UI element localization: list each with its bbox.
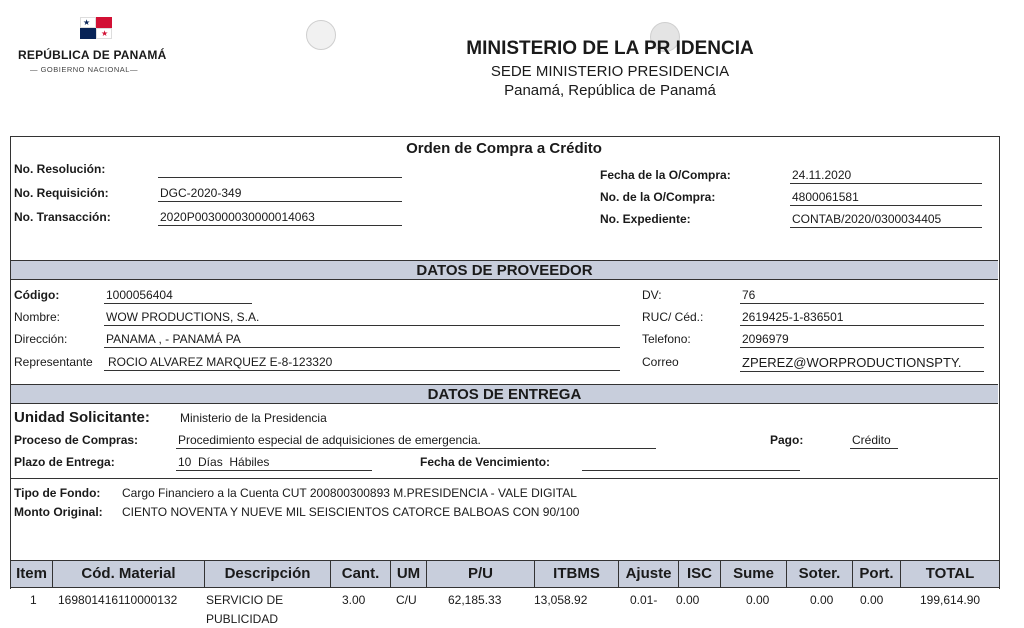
proceso-value: Procedimiento especial de adquisiciones de emergencia. xyxy=(178,433,481,447)
pago-line xyxy=(850,448,898,449)
sede-label: SEDE MINISTERIO PRESIDENCIA xyxy=(490,63,730,80)
transaccion-label: No. Transacción: xyxy=(14,210,111,224)
fecha-label: Fecha de la O/Compra: xyxy=(600,168,731,182)
col-item: Item xyxy=(11,561,53,587)
representante-line xyxy=(104,370,620,371)
correo-line xyxy=(740,371,984,372)
row-soter: 0.00 xyxy=(810,593,834,607)
fondo-value: Cargo Financiero a la Cuenta CUT 200800300893 M.PRESIDENCIA - VALE DIGITAL xyxy=(122,486,577,500)
telefono-value: 2096979 xyxy=(742,332,789,346)
row-descripcion-1: SERVICIO DE xyxy=(206,593,284,607)
punch-hole xyxy=(306,20,336,50)
ruc-label: RUC/ Céd.: xyxy=(642,310,704,324)
fondo-label: Tipo de Fondo: xyxy=(14,486,101,500)
row-um: C/U xyxy=(396,593,417,607)
nombre-label: Nombre: xyxy=(14,310,61,324)
col-total: TOTAL xyxy=(925,565,975,582)
col-ajuste: Ajuste xyxy=(619,561,679,587)
fecha-line xyxy=(790,183,982,184)
panama-flag-icon: ★ ★ xyxy=(80,17,112,39)
ministry-title: MINISTERIO DE LA PR IDENCIA xyxy=(466,38,754,59)
dv-value: 76 xyxy=(742,288,756,302)
plazo-label: Plazo de Entrega: xyxy=(14,455,115,469)
codigo-line xyxy=(104,303,252,304)
fecha-value: 24.11.2020 xyxy=(792,168,852,182)
proceso-label: Proceso de Compras: xyxy=(14,433,139,447)
country-name: REPÚBLICA DE PANAMÁ xyxy=(18,48,167,62)
government-label: — GOBIERNO NACIONAL — xyxy=(30,65,138,74)
numero-value: 4800061581 xyxy=(792,190,859,204)
col-soter: Soter. xyxy=(787,561,853,587)
resolucion-line xyxy=(158,177,402,178)
plazo-line xyxy=(176,470,372,471)
plazo-value: 10 Días Hábiles xyxy=(178,455,270,469)
col-pu: P/U xyxy=(427,561,535,587)
numero-label: No. de la O/Compra: xyxy=(600,190,716,204)
dv-line xyxy=(740,303,984,304)
proceso-line xyxy=(176,448,656,449)
order-title: Orden de Compra a Crédito xyxy=(406,140,602,157)
nombre-value: WOW PRODUCTIONS, S.A. xyxy=(106,310,260,324)
row-cant: 3.00 xyxy=(342,593,366,607)
col-cant: Cant. xyxy=(331,561,391,587)
pago-value: Crédito xyxy=(852,433,891,447)
requisicion-value: DGC-2020-349 xyxy=(160,186,242,200)
col-itbms: ITBMS xyxy=(535,561,619,587)
codigo-label: Código: xyxy=(14,288,60,302)
transaccion-line xyxy=(158,225,402,226)
direccion-label: Dirección: xyxy=(14,332,68,346)
direccion-value: PANAMA , - PANAMÁ PA xyxy=(106,332,241,346)
dv-label: DV: xyxy=(642,288,662,302)
col-descripcion: Descripción xyxy=(205,561,331,587)
col-sume: Sume xyxy=(721,561,787,587)
col-codigo: Cód. Material xyxy=(53,561,205,587)
row-sume: 0.00 xyxy=(746,593,770,607)
entrega-section-band xyxy=(11,384,998,404)
row-ajuste: 0.01- xyxy=(630,593,658,607)
col-um: UM xyxy=(391,561,427,587)
monto-label: Monto Original: xyxy=(14,505,103,519)
col-isc: ISC xyxy=(679,561,721,587)
correo-value: ZPEREZ@WORPRODUCTIONSPTY. xyxy=(742,355,962,370)
representante-value: ROCIO ALVAREZ MARQUEZ E-8-123320 xyxy=(108,355,333,369)
monto-value: CIENTO NOVENTA Y NUEVE MIL SEISCIENTOS CATORCE BALBOAS CON 90/100 xyxy=(122,505,580,519)
vencimiento-line xyxy=(582,470,800,471)
expediente-line xyxy=(790,227,982,228)
correo-label: Correo xyxy=(642,355,679,369)
row-descripcion-2: PUBLICIDAD xyxy=(206,612,279,626)
requisicion-line xyxy=(158,201,402,202)
unidad-label: Unidad Solicitante: xyxy=(14,409,150,426)
unidad-value: Ministerio de la Presidencia xyxy=(180,411,327,425)
row-pu: 62,185.33 xyxy=(448,593,502,607)
row-item: 1 xyxy=(30,593,37,607)
numero-line xyxy=(790,205,982,206)
row-port: 0.00 xyxy=(860,593,884,607)
row-codigo: 169801416110000132 xyxy=(58,593,178,607)
nombre-line xyxy=(104,325,620,326)
proveedor-section-band xyxy=(11,260,998,280)
representante-label: Representante xyxy=(14,355,93,369)
telefono-line xyxy=(740,347,984,348)
row-total: 199,614.90 xyxy=(920,593,981,607)
requisicion-label: No. Requisición: xyxy=(14,186,109,200)
telefono-label: Telefono: xyxy=(642,332,691,346)
col-port: Port. xyxy=(853,561,901,587)
entrega-section-title: DATOS DE ENTREGA xyxy=(427,386,582,403)
ruc-value: 2619425-1-836501 xyxy=(742,310,844,324)
items-table-header xyxy=(10,560,1000,588)
pago-label: Pago: xyxy=(770,433,804,447)
proveedor-section-title: DATOS DE PROVEEDOR xyxy=(416,262,593,279)
expediente-label: No. Expediente: xyxy=(600,212,691,226)
divider xyxy=(11,478,998,479)
city-label: Panamá, República de Panamá xyxy=(504,82,716,99)
row-isc: 0.00 xyxy=(676,593,700,607)
transaccion-value: 2020P003000030000014063 xyxy=(160,210,315,224)
codigo-value: 1000056404 xyxy=(106,288,173,302)
row-itbms: 13,058.92 xyxy=(534,593,588,607)
expediente-value: CONTAB/2020/0300034405 xyxy=(792,212,942,226)
ruc-line xyxy=(740,325,984,326)
direccion-line xyxy=(104,347,620,348)
vencimiento-label: Fecha de Vencimiento: xyxy=(420,455,551,469)
resolucion-label: No. Resolución: xyxy=(14,162,106,176)
